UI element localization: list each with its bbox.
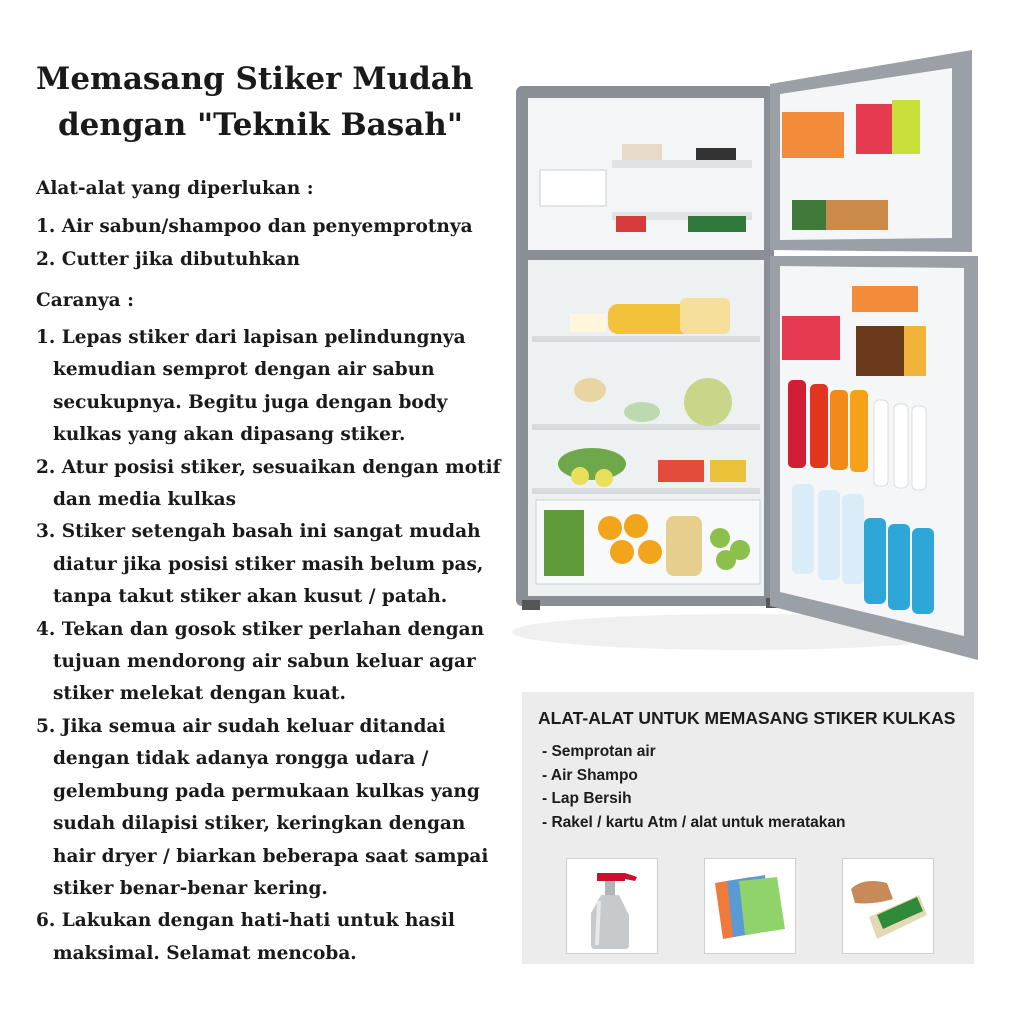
tools-panel-list bbox=[542, 740, 846, 834]
page-title bbox=[36, 56, 476, 148]
steps-heading: Caranya : bbox=[36, 290, 134, 311]
list-item: - Rakel / kartu Atm / alat untuk meratakan bbox=[542, 813, 846, 831]
list-item: 1. Lepas stiker dari lapisan pelindungnya kemudian semprot dengan air sabun secukupnya. Begitu juga dengan body kulkas yang akan dipasang stiker. bbox=[36, 327, 466, 446]
tools-heading: Alat-alat yang diperlukan : bbox=[36, 178, 314, 199]
list-item: 3. Stiker setengah basah ini sangat mudah diatur jika posisi stiker masih belum pas, tanpa takut stiker akan kusut / patah. bbox=[36, 521, 484, 608]
tools-list bbox=[36, 210, 473, 276]
list-item: 4. Tekan dan gosok stiker perlahan dengan tujuan mendorong air sabun keluar agar stiker melekat dengan kuat. bbox=[36, 618, 485, 705]
tools-panel-title: ALAT-ALAT UNTUK MEMASANG STIKER KULKAS bbox=[538, 708, 956, 728]
list-item: 1. Air sabun/shampoo dan penyemprotnya bbox=[36, 216, 473, 237]
list-item: 6. Lakukan dengan hati-hati untuk hasil maksimal. Selamat mencoba. bbox=[36, 910, 455, 964]
fridge-image bbox=[512, 40, 992, 660]
list-item: 2. Atur posisi stiker, sesuaikan dengan motif dan media kulkas bbox=[36, 456, 501, 511]
list-item: - Air Shampo bbox=[542, 766, 638, 784]
steps-list bbox=[36, 322, 506, 970]
list-item: - Semprotan air bbox=[542, 743, 656, 760]
title-line-1: Memasang Stiker Mudah bbox=[36, 61, 474, 97]
spray-bottle-icon bbox=[566, 858, 658, 954]
list-item: 5. Jika semua air sudah keluar ditandai dengan tidak adanya rongga udara / gelembung pada permukaan kulkas yang sudah dilapisi stiker, keringkan dengan hair dryer / biarkan beberapa saat sampai stiker benar-benar kering. bbox=[36, 715, 489, 899]
tools-panel bbox=[522, 692, 974, 964]
title-line-2: dengan "Teknik Basah" bbox=[58, 107, 463, 143]
cloth-icon bbox=[704, 858, 796, 954]
list-item: 2. Cutter jika dibutuhkan bbox=[36, 249, 300, 270]
squeegee-icon bbox=[842, 858, 934, 954]
list-item: - Lap Bersih bbox=[542, 790, 632, 807]
